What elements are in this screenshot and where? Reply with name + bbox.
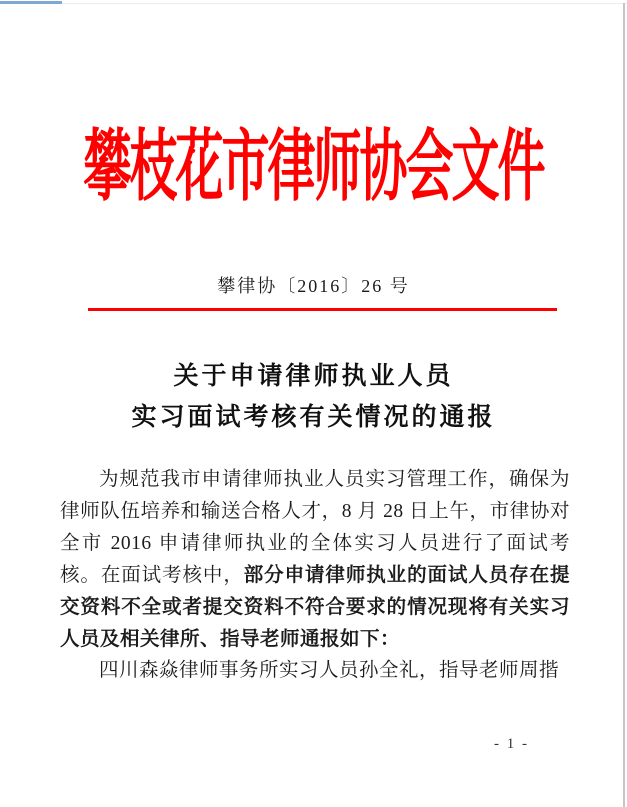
document-number: 攀律协〔2016〕26 号 xyxy=(217,276,410,296)
body-paragraph-2: 四川森焱律师事务所实习人员孙全礼，指导老师周揩 xyxy=(99,660,560,682)
top-accent-bar xyxy=(0,1,62,4)
page-top-edge xyxy=(62,3,627,4)
document-title-line1: 关于申请律师执业人员 xyxy=(173,363,454,390)
document-title-line2: 实习面试考核有关情况的通报 xyxy=(131,404,496,431)
document-title xyxy=(0,356,627,438)
paragraph-1-bold-text: 部分申请律师执业的面试人员存在提交资料不全或者提交资料不符合要求的情况现将有关实习人员及相关律所、指导老师通报如下： xyxy=(60,564,570,650)
letterhead-org-title: 攀枝花市律师协会文件 xyxy=(83,125,544,211)
page-number: - 1 - xyxy=(494,736,529,752)
document-body xyxy=(60,464,570,687)
letterhead-red-rule xyxy=(88,308,557,311)
paragraph-1-normal-text: 为规范我市申请律师执业人员实习管理工作，确保为律师队伍培养和输送合格人才，8 月 28 日上午，市律协对全市 2016 申请律师执业的全体实习人员进行了面试考核。在面试考核中， xyxy=(60,469,570,586)
body-paragraph-1 xyxy=(60,464,570,655)
